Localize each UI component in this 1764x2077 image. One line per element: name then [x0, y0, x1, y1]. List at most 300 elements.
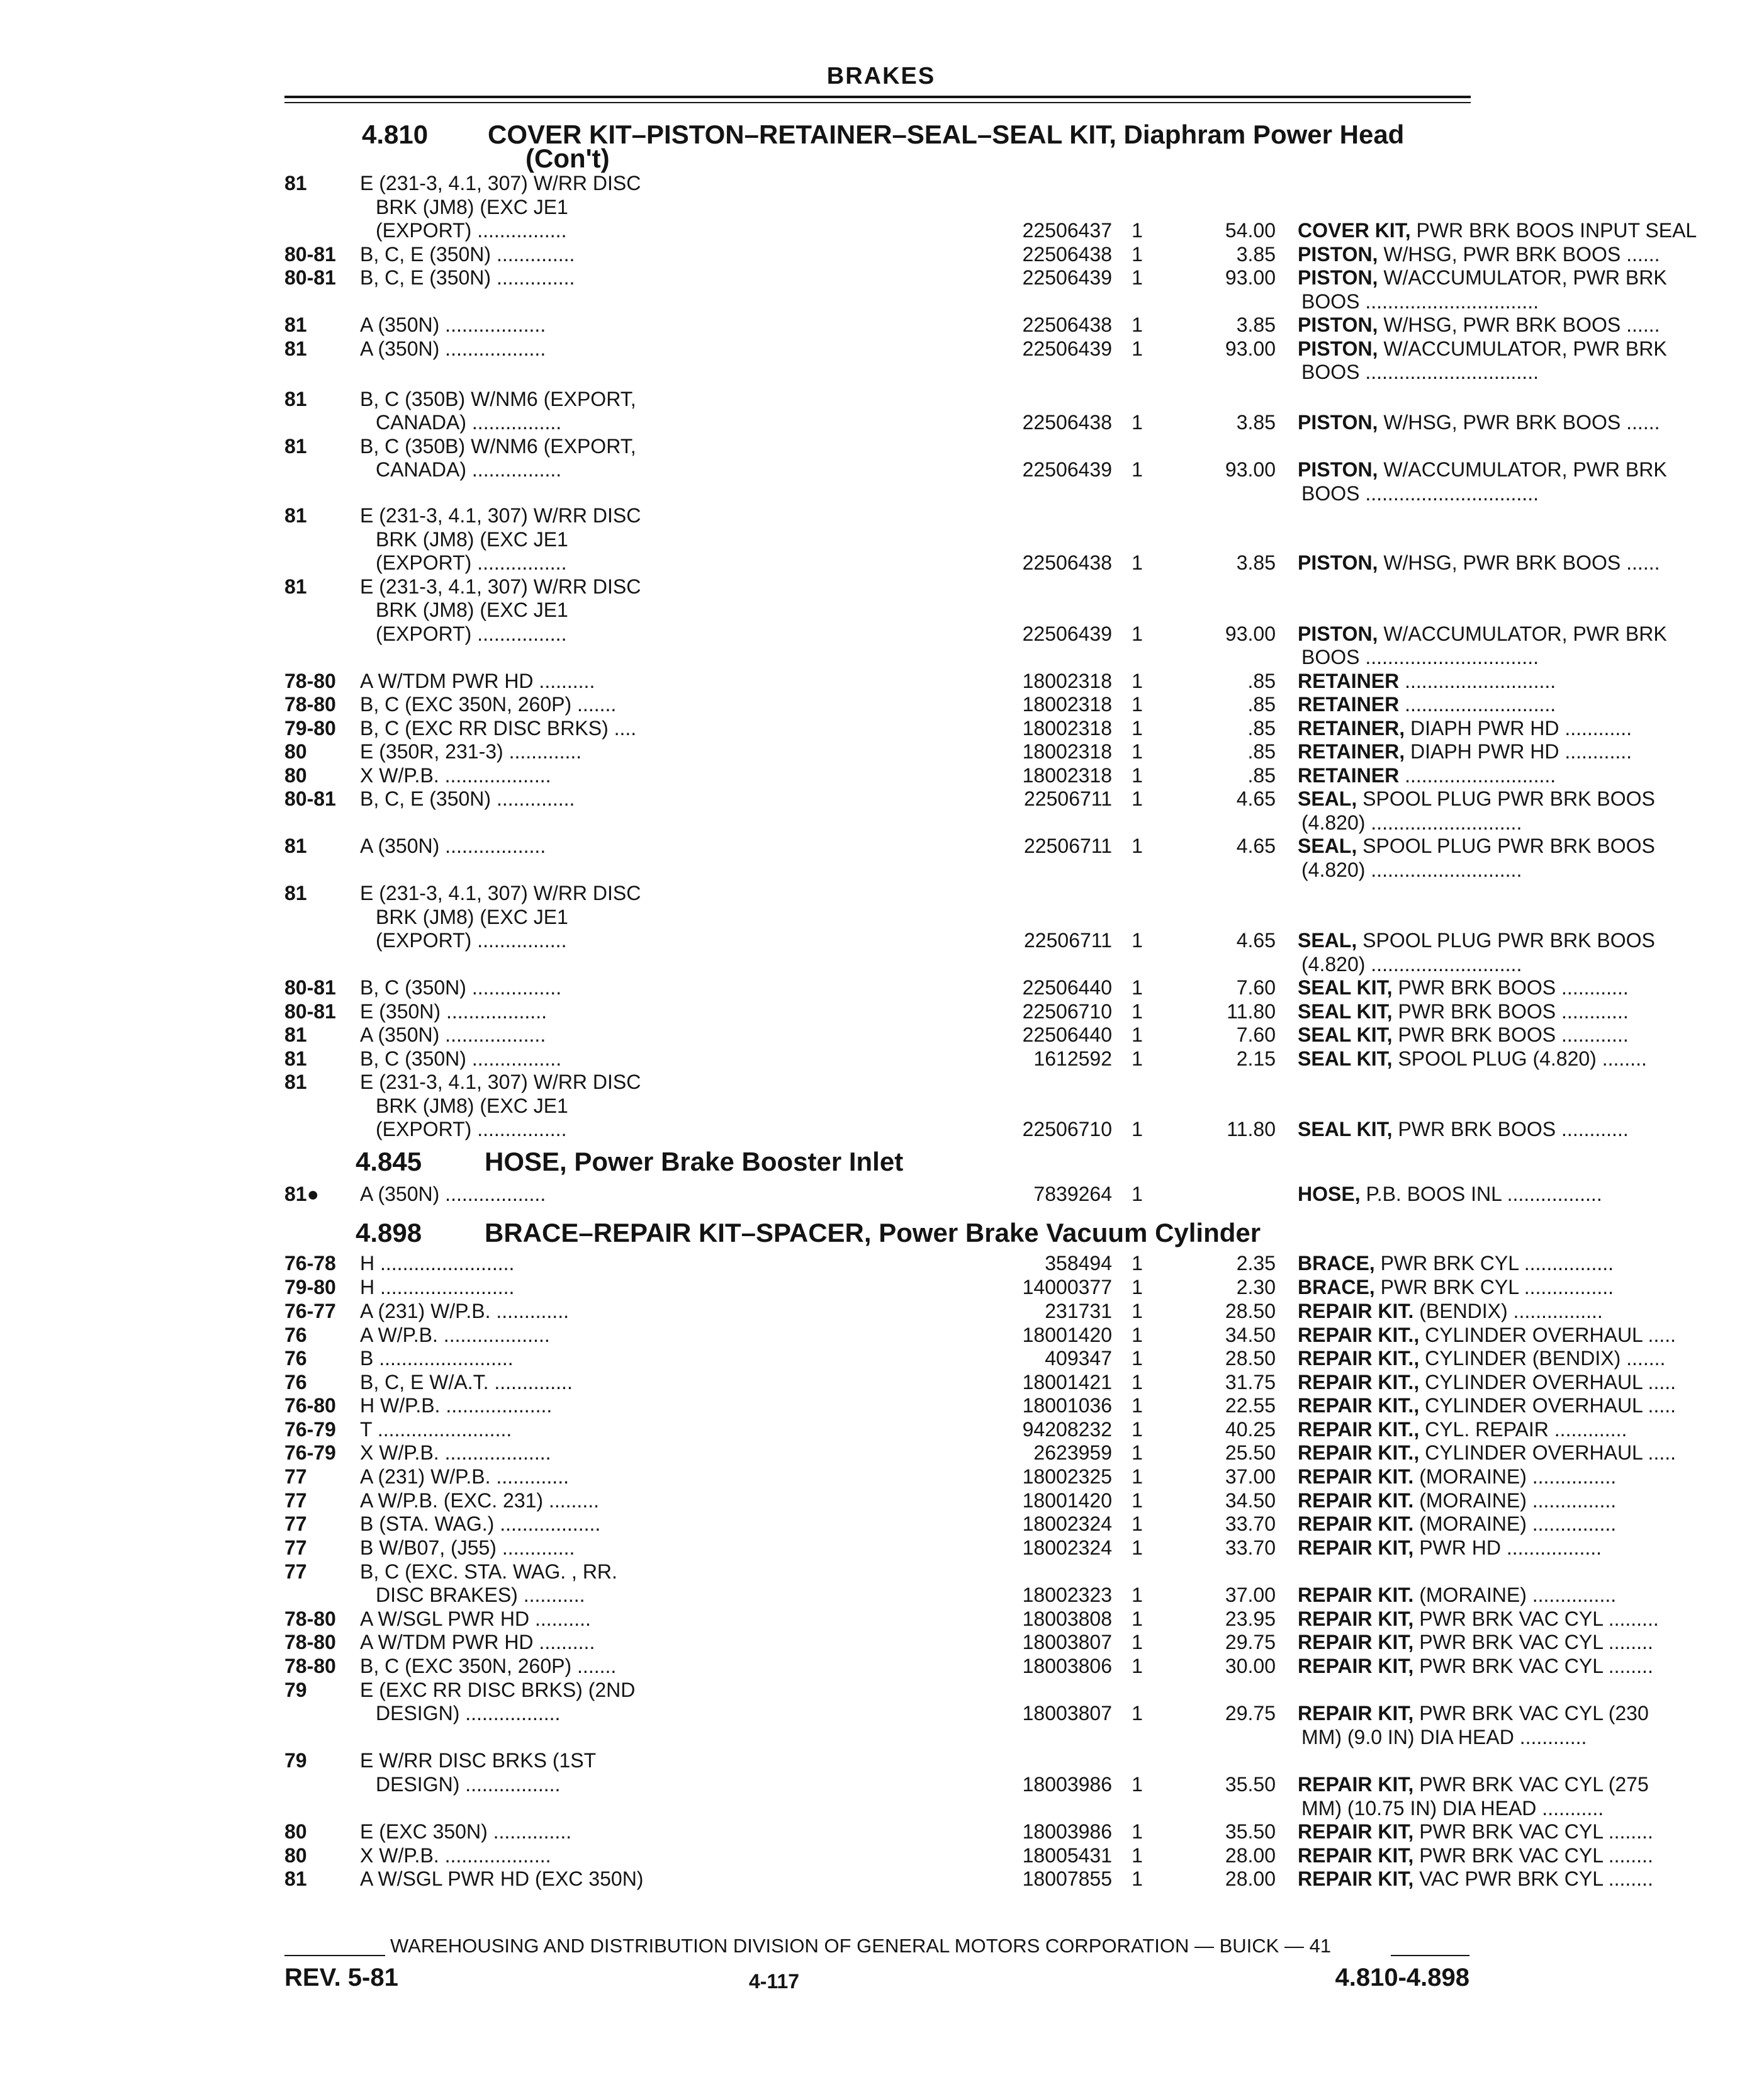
parts-row	[284, 242, 1660, 266]
parts-row	[284, 290, 1539, 313]
list-price: 28.50	[1225, 1347, 1276, 1370]
list-price: 29.75	[1225, 1631, 1276, 1653]
part-name: BRACE,	[1298, 1276, 1375, 1298]
list-price: 2.35	[1236, 1252, 1276, 1275]
parts-row	[284, 1393, 1676, 1417]
part-name: RETAINER	[1298, 670, 1400, 692]
parts-row	[284, 999, 1629, 1023]
part-description	[1298, 290, 1764, 313]
parts-row	[284, 1441, 1676, 1465]
model-year: 80-81	[284, 787, 336, 810]
part-description	[1298, 1346, 1760, 1370]
list-price: 7.60	[1236, 1023, 1276, 1046]
model-application: B, C (350N) ................	[360, 976, 562, 999]
part-number: 18005431	[1022, 1844, 1112, 1867]
part-description	[1298, 1536, 1760, 1560]
part-number: 18002325	[1022, 1465, 1112, 1488]
model-application: A (350N) ..................	[360, 337, 546, 360]
model-application: H W/P.B. ...................	[360, 1394, 553, 1417]
part-number: 18001420	[1022, 1324, 1112, 1346]
part-number: 22506438	[1022, 313, 1112, 336]
footer-division-text: WAREHOUSING AND DISTRIBUTION DIVISION OF GENERAL MOTORS CORPORATION — BUICK — 41	[390, 1935, 1332, 1957]
quantity: 1	[1132, 551, 1143, 574]
part-detail: W/HSG, PWR BRK BOOS ......	[1378, 243, 1660, 266]
quantity: 1	[1132, 1489, 1143, 1512]
parts-row	[284, 881, 1474, 905]
part-detail: PWR BRK BOOS ............	[1392, 1000, 1629, 1023]
model-year: 79	[284, 1749, 307, 1772]
part-detail: (4.820) ...........................	[1301, 953, 1522, 976]
model-application: E (350N) ..................	[360, 1000, 547, 1023]
list-price: 23.95	[1225, 1607, 1276, 1630]
quantity: 1	[1132, 1584, 1143, 1606]
part-number: 22506439	[1022, 337, 1112, 360]
part-detail: W/ACCUMULATOR, PWR BRK	[1378, 622, 1667, 645]
list-price: 28.00	[1225, 1867, 1276, 1890]
model-application: H ........................	[360, 1252, 515, 1275]
model-application: BRK (JM8) (EXC JE1	[376, 906, 568, 928]
model-year: 80	[284, 764, 307, 787]
model-application: A W/TDM PWR HD ..........	[360, 1631, 595, 1653]
model-application: B, C, E (350N) ..............	[360, 243, 575, 266]
model-application: (EXPORT) ................	[376, 622, 567, 645]
model-application: DESIGN) .................	[376, 1773, 561, 1796]
part-detail: ...........................	[1399, 764, 1556, 787]
part-name: BRACE,	[1298, 1252, 1375, 1275]
model-application: A W/P.B. (EXC. 231) .........	[360, 1489, 599, 1512]
parts-row	[284, 410, 1660, 434]
part-name: COVER KIT,	[1298, 219, 1411, 242]
part-detail: SPOOL PLUG (4.820) ........	[1392, 1047, 1647, 1070]
model-application: B, C (EXC 350N, 260P) .......	[360, 1655, 617, 1677]
part-description	[1298, 1796, 1764, 1820]
list-price: 33.70	[1225, 1536, 1276, 1559]
list-price: 3.85	[1236, 313, 1276, 336]
part-name: REPAIR KIT.	[1298, 1512, 1414, 1535]
model-application: B, C, E (350N) ..............	[360, 266, 575, 289]
part-name: REPAIR KIT,	[1298, 1844, 1414, 1867]
part-name: RETAINER	[1298, 693, 1400, 716]
model-application: A (231) W/P.B. .............	[360, 1465, 569, 1488]
model-application: B, C (EXC 350N, 260P) .......	[360, 693, 617, 716]
list-price: 25.50	[1225, 1441, 1276, 1464]
part-description	[1298, 313, 1760, 337]
parts-row	[284, 527, 1474, 551]
model-application: A W/SGL PWR HD (EXC 350N)	[360, 1867, 644, 1890]
list-price: 3.85	[1236, 411, 1276, 434]
model-application: B, C (EXC RR DISC BRKS) ....	[360, 717, 637, 740]
parts-row	[284, 1023, 1629, 1047]
parts-row	[284, 1370, 1676, 1394]
parts-row	[284, 1117, 1629, 1141]
list-price: 4.65	[1236, 787, 1276, 810]
model-application: B, C, E W/A.T. ..............	[360, 1371, 573, 1393]
quantity: 1	[1132, 313, 1143, 336]
part-detail: PWR BRK BOOS ............	[1392, 976, 1629, 999]
part-number: 18003806	[1022, 1655, 1112, 1677]
part-detail: CYLINDER OVERHAUL .....	[1419, 1371, 1676, 1393]
model-year: 76	[284, 1347, 307, 1370]
parts-row	[284, 171, 1474, 195]
part-description	[1298, 1251, 1760, 1275]
part-description	[1298, 1299, 1760, 1323]
quantity: 1	[1132, 1183, 1143, 1205]
model-year: 81	[284, 1023, 307, 1046]
model-year: 80	[284, 1820, 307, 1843]
parts-row	[284, 763, 1556, 787]
quantity: 1	[1132, 1631, 1143, 1653]
part-number: 22506710	[1022, 1118, 1112, 1140]
quantity: 1	[1132, 337, 1143, 360]
model-application: T ........................	[360, 1418, 512, 1441]
parts-row	[284, 1725, 1587, 1749]
parts-row	[284, 1654, 1653, 1678]
part-name: REPAIR KIT,	[1298, 1655, 1414, 1677]
part-number: 18002324	[1022, 1512, 1112, 1535]
part-detail: PWR BRK BOOS ............	[1392, 1118, 1629, 1140]
part-description	[1298, 1512, 1760, 1536]
list-price: 2.30	[1236, 1276, 1276, 1298]
part-description	[1298, 1654, 1760, 1678]
part-detail: CYLINDER OVERHAUL .....	[1419, 1441, 1676, 1464]
parts-row	[284, 1299, 1603, 1323]
part-number: 14000377	[1022, 1276, 1112, 1298]
part-description	[1298, 716, 1760, 740]
part-number: 7839264	[1033, 1183, 1112, 1205]
list-price: 40.25	[1225, 1418, 1276, 1441]
part-description	[1298, 242, 1760, 266]
model-year: 78-80	[284, 1631, 336, 1653]
quantity: 1	[1132, 1655, 1143, 1677]
list-price: .85	[1247, 740, 1276, 763]
quantity: 1	[1132, 717, 1143, 740]
part-name: REPAIR KIT,	[1298, 1820, 1414, 1843]
parts-row	[284, 387, 1474, 411]
part-name: REPAIR KIT.,	[1298, 1371, 1420, 1393]
part-name: SEAL,	[1298, 835, 1357, 857]
part-name: PISTON,	[1298, 622, 1378, 645]
part-description	[1298, 811, 1764, 835]
part-description	[1298, 1465, 1760, 1489]
parts-row	[284, 976, 1629, 999]
part-detail: (4.820) ...........................	[1301, 858, 1522, 881]
quantity: 1	[1132, 1276, 1143, 1298]
model-application: X W/P.B. ...................	[360, 1441, 551, 1464]
parts-row	[284, 811, 1522, 835]
quantity: 1	[1132, 1465, 1143, 1488]
part-number: 409347	[1045, 1347, 1112, 1370]
model-application: (EXPORT) ................	[376, 1118, 567, 1140]
part-name: SEAL KIT,	[1298, 1023, 1393, 1046]
parts-row	[284, 858, 1522, 882]
part-detail: PWR HD .................	[1413, 1536, 1602, 1559]
part-name: REPAIR KIT.	[1298, 1300, 1414, 1322]
part-number: 18003986	[1022, 1773, 1112, 1796]
part-detail: (MORAINE) ...............	[1413, 1584, 1617, 1606]
part-detail: PWR BRK BOOS INPUT SEAL	[1410, 219, 1697, 242]
model-application: E (EXC 350N) ..............	[360, 1820, 572, 1843]
part-number: 22506711	[1024, 835, 1112, 857]
parts-row	[284, 740, 1632, 763]
model-year: 76	[284, 1371, 307, 1393]
quantity: 1	[1132, 1023, 1143, 1046]
quantity: 1	[1132, 1820, 1143, 1843]
part-detail: BOOS ...............................	[1301, 290, 1539, 313]
part-detail: W/ACCUMULATOR, PWR BRK	[1378, 337, 1667, 360]
model-year: 80	[284, 1844, 307, 1867]
model-application: H ........................	[360, 1276, 515, 1298]
page-number: 4-117	[749, 1970, 800, 1993]
part-description	[1298, 1489, 1760, 1512]
parts-row	[284, 834, 1655, 858]
part-name: REPAIR KIT.,	[1298, 1394, 1420, 1417]
part-detail: PWR BRK VAC CYL ........	[1413, 1844, 1653, 1867]
part-name: RETAINER,	[1298, 740, 1405, 763]
parts-row	[284, 1465, 1617, 1489]
model-application: A (350N) ..................	[360, 1183, 546, 1205]
part-description	[1298, 337, 1760, 361]
part-detail: (MORAINE) ...............	[1413, 1465, 1617, 1488]
parts-row	[284, 1867, 1653, 1891]
model-application: X W/P.B. ...................	[360, 764, 551, 787]
list-price: 35.50	[1225, 1773, 1276, 1796]
model-application: A (231) W/P.B. .............	[360, 1300, 569, 1322]
part-description	[1298, 1370, 1760, 1394]
part-number: 22506711	[1024, 787, 1112, 810]
part-description	[1298, 266, 1760, 290]
part-number: 18003807	[1022, 1631, 1112, 1653]
part-name: REPAIR KIT.,	[1298, 1441, 1420, 1464]
part-name: SEAL,	[1298, 929, 1357, 952]
parts-row	[284, 1843, 1653, 1867]
model-year: 78-80	[284, 1607, 336, 1630]
model-application: CANADA) ................	[376, 458, 562, 481]
part-number: 2623959	[1033, 1441, 1112, 1464]
parts-row	[284, 360, 1539, 384]
model-year: 81	[284, 504, 307, 527]
parts-row	[284, 218, 1697, 242]
list-price: .85	[1247, 693, 1276, 716]
part-detail: (MORAINE) ...............	[1413, 1512, 1617, 1535]
part-description	[1298, 1820, 1760, 1843]
model-year: 81	[284, 172, 307, 194]
quantity: 1	[1132, 1441, 1143, 1464]
part-description	[1298, 1047, 1760, 1071]
parts-row	[284, 575, 1474, 599]
model-application: BRK (JM8) (EXC JE1	[376, 196, 568, 218]
section-number: 4.845	[356, 1147, 422, 1176]
model-application: A W/P.B. ...................	[360, 1324, 550, 1346]
part-name: REPAIR KIT.,	[1298, 1324, 1420, 1346]
model-year: 76-78	[284, 1252, 336, 1275]
parts-row	[284, 434, 1474, 458]
part-detail: SPOOL PLUG PWR BRK BOOS	[1357, 929, 1655, 952]
quantity: 1	[1132, 670, 1143, 692]
part-description	[1298, 928, 1760, 952]
model-application: B, C, E (350N) ..............	[360, 787, 575, 810]
model-year: 80-81	[284, 266, 336, 289]
quantity: 1	[1132, 1844, 1143, 1867]
part-number: 22506440	[1022, 1023, 1112, 1046]
parts-row	[284, 313, 1660, 337]
list-price: .85	[1247, 717, 1276, 740]
part-detail: BOOS ...............................	[1301, 361, 1539, 383]
model-application: BRK (JM8) (EXC JE1	[376, 1095, 568, 1117]
list-price: .85	[1247, 670, 1276, 692]
parts-row	[284, 1583, 1617, 1607]
model-year: 80	[284, 740, 307, 763]
quantity: 1	[1132, 835, 1143, 857]
parts-row	[284, 1607, 1659, 1631]
parts-row	[284, 1323, 1676, 1347]
part-name: REPAIR KIT,	[1298, 1607, 1414, 1630]
part-description	[1298, 360, 1764, 384]
part-detail: W/ACCUMULATOR, PWR BRK	[1378, 266, 1667, 289]
part-name: REPAIR KIT,	[1298, 1867, 1414, 1890]
part-description	[1298, 1393, 1760, 1417]
part-description	[1298, 1725, 1764, 1749]
part-number: 22506439	[1022, 458, 1112, 481]
quantity: 1	[1132, 764, 1143, 787]
part-detail: CYLINDER OVERHAUL .....	[1419, 1324, 1676, 1346]
list-price: 35.50	[1225, 1820, 1276, 1843]
model-year: 76	[284, 1324, 307, 1346]
list-price: .85	[1247, 764, 1276, 787]
quantity: 1	[1132, 1347, 1143, 1370]
part-number: 18002318	[1022, 740, 1112, 763]
parts-row	[284, 1070, 1474, 1094]
part-detail: PWR BRK CYL ................	[1374, 1276, 1614, 1298]
model-application: BRK (JM8) (EXC JE1	[376, 599, 568, 621]
model-year: 81	[284, 575, 307, 598]
part-detail: PWR BRK VAC CYL (275	[1413, 1773, 1649, 1796]
model-application: A (350N) ..................	[360, 1023, 546, 1046]
part-name: PISTON,	[1298, 313, 1378, 336]
part-detail: DIAPH PWR HD ............	[1405, 717, 1632, 740]
part-detail: SPOOL PLUG PWR BRK BOOS	[1357, 835, 1655, 857]
part-description	[1298, 1275, 1760, 1299]
part-number: 22506438	[1022, 551, 1112, 574]
part-name: SEAL KIT,	[1298, 1000, 1393, 1023]
part-number: 18002318	[1022, 670, 1112, 692]
parts-row	[284, 669, 1556, 693]
model-year: 77	[284, 1489, 307, 1512]
model-year: 78-80	[284, 1655, 336, 1677]
quantity: 1	[1132, 1418, 1143, 1441]
parts-row	[284, 1536, 1602, 1560]
part-number: 1612592	[1033, 1047, 1112, 1070]
list-price: 93.00	[1225, 266, 1276, 289]
quantity: 1	[1132, 1118, 1143, 1140]
part-name: REPAIR KIT,	[1298, 1536, 1414, 1559]
part-description	[1298, 976, 1760, 999]
part-detail: BOOS ...............................	[1301, 482, 1539, 505]
part-description	[1298, 551, 1760, 575]
model-application: A W/SGL PWR HD ..........	[360, 1607, 591, 1630]
model-application: E (231-3, 4.1, 307) W/RR DISC	[360, 1071, 641, 1093]
quantity: 1	[1132, 1394, 1143, 1417]
part-description	[1298, 834, 1760, 858]
quantity: 1	[1132, 1512, 1143, 1535]
part-number: 22506439	[1022, 622, 1112, 645]
model-year: 81	[284, 435, 307, 458]
quantity: 1	[1132, 1702, 1143, 1725]
part-detail: PWR BRK VAC CYL (230	[1413, 1702, 1649, 1725]
part-number: 18007855	[1022, 1867, 1112, 1890]
part-number: 18002318	[1022, 764, 1112, 787]
model-year: 81	[284, 388, 307, 410]
part-description	[1298, 763, 1760, 787]
part-number: 22506711	[1024, 929, 1112, 952]
part-detail: W/HSG, PWR BRK BOOS ......	[1378, 551, 1660, 574]
parts-row	[284, 1047, 1647, 1071]
parts-row	[284, 504, 1474, 527]
footer-rule-right	[1391, 1955, 1469, 1956]
list-price: 22.55	[1225, 1394, 1276, 1417]
part-detail: PWR BRK BOOS ............	[1392, 1023, 1629, 1046]
parts-row	[284, 716, 1632, 740]
quantity: 1	[1132, 1300, 1143, 1322]
list-price: 37.00	[1225, 1465, 1276, 1488]
model-application: B ........................	[360, 1347, 514, 1370]
list-price: 3.85	[1236, 243, 1276, 266]
part-description	[1298, 1607, 1760, 1631]
list-price: 4.65	[1236, 835, 1276, 857]
quantity: 1	[1132, 1607, 1143, 1630]
parts-row	[284, 481, 1539, 505]
part-description	[1298, 458, 1760, 481]
list-price: 93.00	[1225, 337, 1276, 360]
list-price: 29.75	[1225, 1702, 1276, 1725]
part-description	[1298, 1630, 1760, 1654]
part-detail: (MORAINE) ...............	[1413, 1489, 1617, 1512]
section-title: HOSE, Power Brake Booster Inlet	[485, 1147, 904, 1176]
parts-row	[284, 1489, 1617, 1512]
model-application: A W/TDM PWR HD ..........	[360, 670, 595, 692]
parts-row	[284, 1772, 1649, 1796]
list-price: 93.00	[1225, 622, 1276, 645]
part-name: SEAL KIT,	[1298, 1047, 1393, 1070]
model-application: BRK (JM8) (EXC JE1	[376, 528, 568, 551]
part-number: 18002323	[1022, 1584, 1112, 1606]
quantity: 1	[1132, 411, 1143, 434]
parts-row	[284, 1630, 1653, 1654]
part-detail: SPOOL PLUG PWR BRK BOOS	[1357, 787, 1655, 810]
part-number: 94208232	[1022, 1418, 1112, 1441]
quantity: 1	[1132, 219, 1143, 242]
quantity: 1	[1132, 1324, 1143, 1346]
list-price: 30.00	[1225, 1655, 1276, 1677]
model-year: 81	[284, 313, 307, 336]
model-application: B, C (350B) W/NM6 (EXPORT,	[360, 435, 636, 458]
part-detail: P.B. BOOS INL .................	[1360, 1183, 1602, 1205]
quantity: 1	[1132, 787, 1143, 810]
part-description	[1298, 1117, 1760, 1141]
part-number: 22506438	[1022, 411, 1112, 434]
list-price: 11.80	[1227, 1118, 1276, 1140]
model-year: 76-77	[284, 1300, 336, 1322]
part-detail: PWR BRK VAC CYL ........	[1413, 1655, 1653, 1677]
parts-row	[284, 1275, 1614, 1299]
part-description	[1298, 858, 1764, 882]
parts-row	[284, 1512, 1617, 1536]
part-description	[1298, 1323, 1760, 1347]
part-description	[1298, 622, 1760, 646]
part-number: 18001036	[1022, 1394, 1112, 1417]
part-name: RETAINER,	[1298, 717, 1405, 740]
model-year: 78-80	[284, 670, 336, 692]
part-name: REPAIR KIT.,	[1298, 1418, 1420, 1441]
